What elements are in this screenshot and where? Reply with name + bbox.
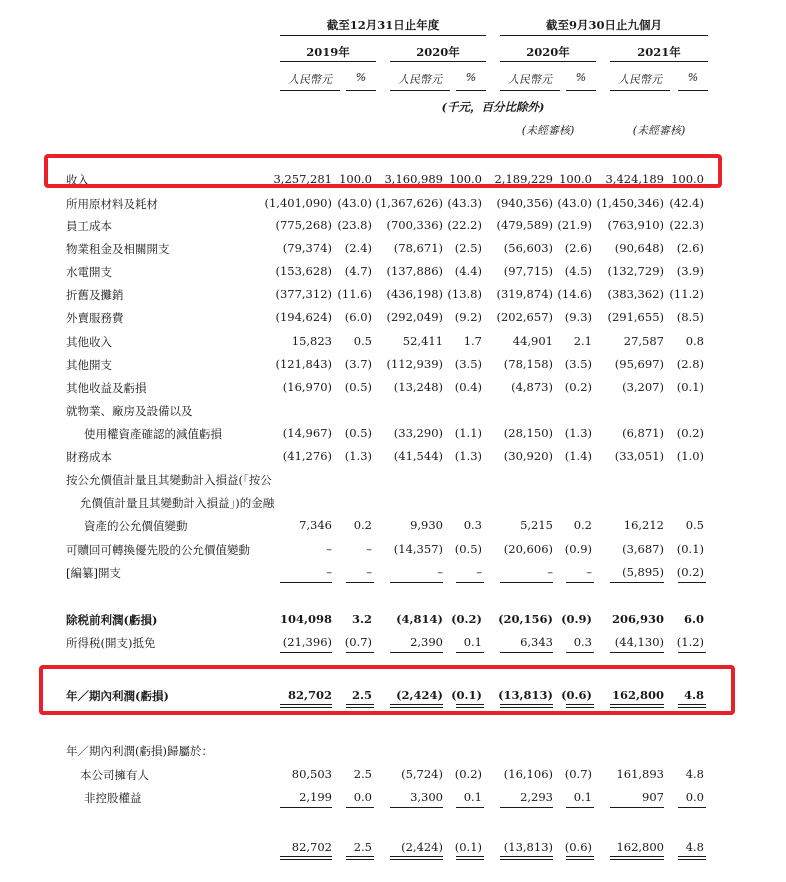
amount-cell: 2,390 [410, 635, 443, 649]
amount-cell: (20,606) [503, 542, 553, 556]
total-double-rule [500, 856, 553, 860]
percent-cell: (11.6) [337, 287, 372, 301]
amount-cell: (79,374) [282, 241, 332, 255]
highlight-revenue-row [44, 154, 722, 188]
amount-cell: (763,910) [607, 218, 664, 232]
percent-cell: (43.0) [337, 196, 372, 210]
amount-cell: (33,051) [614, 449, 664, 463]
currency-label-3: 人民幣元 [508, 73, 552, 86]
amount-cell: 161,893 [616, 767, 664, 781]
row-label: 其他開支 [66, 358, 112, 372]
amount-cell: 15,823 [291, 334, 332, 348]
amount-cell: (20,156) [498, 612, 553, 626]
subtotal-rule [346, 652, 374, 653]
percent-cell: (0.4) [454, 380, 482, 394]
amount-cell: (2,424) [396, 688, 443, 702]
highlight-profit-row [39, 665, 735, 715]
percent-cell: (3.7) [344, 357, 372, 371]
amount-cell: (436,198) [386, 287, 443, 301]
row-label: 水電開支 [66, 265, 112, 279]
amount-cell: (292,049) [386, 310, 443, 324]
percent-cell: 1.7 [463, 334, 482, 348]
period-annual-rule [280, 35, 486, 36]
unit-rule-3 [390, 90, 450, 91]
row-label: 所得税(開支)抵免 [66, 636, 156, 650]
percent-cell: 6.0 [683, 612, 704, 626]
percent-cell: (2.5) [454, 241, 482, 255]
row-label: 外賣服務費 [66, 311, 124, 325]
percent-cell: (0.6) [564, 840, 592, 854]
percent-cell: 0.5 [353, 334, 372, 348]
percent-cell: 4.8 [683, 688, 704, 702]
percent-cell: (14.6) [557, 287, 592, 301]
percent-cell: (0.2) [564, 380, 592, 394]
amount-cell: 6,343 [520, 635, 553, 649]
total-double-rule [346, 856, 374, 860]
subtotal-rule [610, 807, 664, 808]
percent-cell: (2.8) [676, 357, 704, 371]
amount-cell: 82,702 [287, 688, 332, 702]
amount-cell: (13,248) [393, 380, 443, 394]
row-label: [編纂]開支 [66, 566, 121, 580]
amount-cell: (2,424) [401, 840, 443, 854]
total-double-rule [390, 856, 443, 860]
subtotal-rule [280, 807, 332, 808]
percent-cell: (1.3) [564, 426, 592, 440]
row-label: 除税前利潤(虧損) [66, 613, 158, 627]
row-label: 收入 [66, 173, 89, 187]
percent-cell: (1.3) [454, 449, 482, 463]
amount-cell: (3,207) [622, 380, 664, 394]
unit-rule-8 [678, 90, 708, 91]
row-label: 使用權資產確認的減值虧損 [84, 427, 222, 441]
amount-cell: (95,697) [614, 357, 664, 371]
amount-cell: (121,843) [275, 357, 332, 371]
period-annual-header: 截至12月31日止年度 [326, 18, 440, 32]
amount-cell: (1,367,626) [375, 196, 443, 210]
percent-cell: 0.2 [573, 518, 592, 532]
total-double-rule [280, 856, 332, 860]
amount-cell: (41,544) [393, 449, 443, 463]
unit-rule-1 [280, 90, 340, 91]
amount-cell: (940,356) [496, 196, 553, 210]
row-label: 物業租金及相關開支 [66, 242, 170, 256]
year-header-2019: 2019年 [306, 45, 350, 59]
amount-cell: (14,967) [282, 426, 332, 440]
amount-cell: 44,901 [512, 334, 553, 348]
subtotal-rule [500, 582, 553, 583]
percent-cell: (0.5) [344, 426, 372, 440]
amount-cell: 16,212 [623, 518, 664, 532]
percent-cell: – [586, 565, 592, 579]
subtotal-rule [500, 807, 553, 808]
unit-note: (千元，百分比除外) [441, 100, 545, 114]
subtotal-rule [678, 807, 706, 808]
table-row [0, 353, 786, 376]
amount-cell: 206,930 [611, 612, 664, 626]
amount-cell: (14,357) [393, 542, 443, 556]
percent-cell: (2.4) [344, 241, 372, 255]
amount-cell: (78,671) [393, 241, 443, 255]
percent-cell: 3.2 [351, 612, 372, 626]
currency-label-1: 人民幣元 [288, 73, 332, 86]
percent-label-2: % [465, 71, 477, 84]
subtotal-rule [346, 807, 374, 808]
row-label: 非控股權益 [84, 791, 142, 805]
amount-cell: 80,503 [291, 767, 332, 781]
row-label: 所用原材料及耗材 [66, 197, 158, 211]
amount-cell: (1,450,346) [596, 196, 664, 210]
subtotal-rule [390, 652, 443, 653]
percent-cell: (6.0) [344, 310, 372, 324]
percent-cell: (0.2) [454, 767, 482, 781]
percent-cell: (0.7) [564, 767, 592, 781]
subtotal-rule [346, 582, 374, 583]
table-row [0, 237, 786, 260]
table-row [0, 214, 786, 237]
percent-cell: (2.6) [564, 241, 592, 255]
percent-cell: (22.2) [447, 218, 482, 232]
year-rule-2 [390, 61, 486, 62]
percent-cell: 0.8 [685, 334, 704, 348]
percent-cell: 100.0 [671, 172, 704, 186]
percent-cell: 0.1 [573, 790, 592, 804]
percent-cell: (4.5) [564, 264, 592, 278]
row-label: 資產的公允價值變動 [84, 519, 188, 533]
percent-cell: (2.6) [676, 241, 704, 255]
amount-cell: (33,290) [393, 426, 443, 440]
percent-cell: 2.1 [573, 334, 592, 348]
amount-cell: 162,800 [616, 840, 664, 854]
percent-cell: (8.5) [676, 310, 704, 324]
amount-cell: – [547, 565, 553, 579]
amount-cell: (28,150) [503, 426, 553, 440]
percent-cell: 0.1 [463, 635, 482, 649]
percent-cell: (23.8) [337, 218, 372, 232]
subtotal-rule [566, 652, 594, 653]
unaudited-label-1: (未經審核) [521, 124, 575, 137]
percent-cell: (0.2) [451, 612, 482, 626]
amount-cell: – [326, 542, 332, 556]
percent-cell: (1.4) [564, 449, 592, 463]
year-rule-3 [500, 61, 596, 62]
percent-cell: 0.3 [573, 635, 592, 649]
currency-label-2: 人民幣元 [398, 73, 442, 86]
table-row [0, 306, 786, 329]
row-label: 其他收入 [66, 335, 112, 349]
row-label: 允價值計量且其變動計入損益」)的金融 [80, 496, 275, 510]
amount-cell: (78,158) [503, 357, 553, 371]
subtotal-rule [456, 582, 484, 583]
percent-cell: (4.4) [454, 264, 482, 278]
subtotal-rule [566, 582, 594, 583]
percent-cell: (11.2) [669, 287, 704, 301]
unit-rule-5 [500, 90, 560, 91]
amount-cell: 3,424,189 [605, 172, 664, 186]
period-nine-month-header: 截至9月30日止九個月 [545, 18, 662, 32]
amount-cell: 2,199 [299, 790, 332, 804]
subtotal-rule [456, 807, 484, 808]
percent-label-3: % [575, 71, 587, 84]
table-row [0, 283, 786, 306]
amount-cell: (5,895) [622, 565, 664, 579]
table-row [0, 538, 786, 561]
percent-cell: 4.8 [685, 767, 704, 781]
amount-cell: 27,587 [623, 334, 664, 348]
percent-cell: 2.5 [351, 688, 372, 702]
table-row [0, 763, 786, 786]
amount-cell: 3,160,989 [384, 172, 443, 186]
table-row [0, 260, 786, 283]
table-row [0, 561, 786, 584]
percent-cell: (3.5) [564, 357, 592, 371]
percent-cell: (1.3) [344, 449, 372, 463]
subtotal-rule [678, 582, 706, 583]
amount-cell: 52,411 [402, 334, 443, 348]
percent-cell: (0.6) [561, 688, 592, 702]
percent-cell: (0.5) [454, 542, 482, 556]
row-label: 按公允價值計量且其變動計入損益(「按公 [66, 473, 272, 487]
percent-cell: 100.0 [559, 172, 592, 186]
subtotal-rule [390, 807, 443, 808]
percent-cell: – [476, 565, 482, 579]
percent-cell: (42.4) [669, 196, 704, 210]
total-double-rule [456, 856, 484, 860]
percent-cell: (43.0) [557, 196, 592, 210]
amount-cell: (56,603) [503, 241, 553, 255]
amount-cell: (30,920) [503, 449, 553, 463]
amount-cell: (16,106) [503, 767, 553, 781]
subtotal-rule [610, 582, 664, 583]
row-label: 年／期內利潤(虧損)歸屬於： [66, 744, 213, 758]
percent-cell: (0.2) [676, 426, 704, 440]
amount-cell: 3,300 [410, 790, 443, 804]
row-label: 就物業、廠房及設備以及 [66, 404, 193, 418]
percent-cell: (1.0) [676, 449, 704, 463]
percent-cell: (1.1) [454, 426, 482, 440]
percent-label-1: % [355, 71, 367, 84]
amount-cell: (291,655) [607, 310, 664, 324]
percent-cell: – [366, 542, 372, 556]
amount-cell: 82,702 [291, 840, 332, 854]
percent-cell: 2.5 [353, 767, 372, 781]
subtotal-rule [280, 652, 332, 653]
amount-cell: (3,687) [622, 542, 664, 556]
table-row [0, 631, 786, 654]
percent-cell: (9.3) [564, 310, 592, 324]
unit-rule-4 [456, 90, 486, 91]
percent-cell: (3.5) [454, 357, 482, 371]
amount-cell: (137,886) [386, 264, 443, 278]
percent-cell: 100.0 [449, 172, 482, 186]
table-row [0, 445, 786, 468]
table-row [0, 376, 786, 399]
table-row [0, 514, 786, 537]
percent-cell: (43.3) [447, 196, 482, 210]
percent-cell: (0.5) [344, 380, 372, 394]
percent-cell: (0.9) [561, 612, 592, 626]
amount-cell: (5,724) [401, 767, 443, 781]
year-header-2021: 2021年 [637, 45, 681, 59]
amount-cell: 2,293 [520, 790, 553, 804]
amount-cell: (4,873) [511, 380, 553, 394]
table-row [0, 491, 786, 514]
percent-cell: (21.9) [557, 218, 592, 232]
percent-cell: 0.5 [685, 518, 704, 532]
subtotal-rule [390, 582, 443, 583]
amount-cell: – [326, 565, 332, 579]
unit-rule-6 [566, 90, 596, 91]
percent-cell: 0.0 [353, 790, 372, 804]
amount-cell: (4,814) [396, 612, 443, 626]
subtotal-rule [280, 582, 332, 583]
amount-cell: (775,268) [275, 218, 332, 232]
year-header-2020a: 2020年 [416, 45, 460, 59]
percent-cell: – [366, 565, 372, 579]
amount-cell: 9,930 [410, 518, 443, 532]
percent-cell: 100.0 [339, 172, 372, 186]
row-label: 折舊及攤銷 [66, 288, 124, 302]
total-double-rule [566, 856, 594, 860]
unit-rule-7 [610, 90, 670, 91]
year-rule-1 [280, 61, 376, 62]
amount-cell: 907 [642, 790, 664, 804]
table-row [0, 608, 786, 631]
table-row [0, 786, 786, 809]
amount-cell: (319,874) [496, 287, 553, 301]
percent-cell: 0.0 [685, 790, 704, 804]
amount-cell: 7,346 [299, 518, 332, 532]
amount-cell: 2,189,229 [494, 172, 553, 186]
amount-cell: (41,276) [282, 449, 332, 463]
total-double-rule [610, 856, 664, 860]
percent-cell: (9.2) [454, 310, 482, 324]
percent-cell: (22.3) [669, 218, 704, 232]
period-nine-month-rule [500, 35, 708, 36]
year-rule-4 [610, 61, 708, 62]
percent-cell: (4.7) [344, 264, 372, 278]
unaudited-label-2: (未經審核) [632, 124, 686, 137]
amount-cell: (700,336) [386, 218, 443, 232]
amount-cell: (21,396) [282, 635, 332, 649]
amount-cell: (479,589) [496, 218, 553, 232]
currency-label-4: 人民幣元 [618, 73, 662, 86]
amount-cell: (16,970) [282, 380, 332, 394]
row-label: 員工成本 [66, 219, 112, 233]
percent-cell: (0.1) [454, 840, 482, 854]
table-row [0, 399, 786, 422]
table-row [0, 192, 786, 215]
amount-cell: (153,628) [275, 264, 332, 278]
amount-cell: (44,130) [614, 635, 664, 649]
amount-cell: (1,401,090) [264, 196, 332, 210]
table-row [0, 468, 786, 491]
percent-cell: 0.2 [353, 518, 372, 532]
subtotal-rule [456, 652, 484, 653]
percent-cell: (0.1) [676, 380, 704, 394]
percent-cell: (3.9) [676, 264, 704, 278]
amount-cell: (97,715) [503, 264, 553, 278]
subtotal-rule [610, 652, 664, 653]
percent-label-4: % [687, 71, 699, 84]
subtotal-rule [500, 652, 553, 653]
percent-cell: 0.3 [463, 518, 482, 532]
percent-cell: (1.2) [676, 635, 704, 649]
amount-cell: (202,657) [496, 310, 553, 324]
amount-cell: (13,813) [498, 688, 553, 702]
percent-cell: (0.1) [451, 688, 482, 702]
amount-cell: 162,800 [611, 688, 664, 702]
total-double-rule [678, 856, 706, 860]
amount-cell: (6,871) [622, 426, 664, 440]
amount-cell: – [437, 565, 443, 579]
amount-cell: 3,257,281 [273, 172, 332, 186]
percent-cell: 2.5 [353, 840, 372, 854]
percent-cell: (0.9) [564, 542, 592, 556]
amount-cell: 104,098 [279, 612, 332, 626]
row-label: 財務成本 [66, 450, 112, 464]
row-label: 年／期內利潤(虧損) [66, 689, 169, 703]
amount-cell: (112,939) [386, 357, 443, 371]
table-row [0, 330, 786, 353]
percent-cell: (0.7) [344, 635, 372, 649]
row-label: 本公司擁有人 [80, 768, 149, 782]
amount-cell: (13,813) [503, 840, 553, 854]
row-label: 其他收益及虧損 [66, 381, 147, 395]
amount-cell: (194,624) [275, 310, 332, 324]
subtotal-rule [678, 652, 706, 653]
table-row [0, 739, 786, 762]
amount-cell: (90,648) [614, 241, 664, 255]
amount-cell: (132,729) [607, 264, 664, 278]
unit-rule-2 [346, 90, 376, 91]
subtotal-rule [566, 807, 594, 808]
percent-cell: 4.8 [685, 840, 704, 854]
percent-cell: (0.1) [676, 542, 704, 556]
percent-cell: (13.8) [447, 287, 482, 301]
percent-cell: (0.2) [676, 565, 704, 579]
year-header-2020b: 2020年 [526, 45, 570, 59]
amount-cell: (377,312) [275, 287, 332, 301]
amount-cell: (383,362) [607, 287, 664, 301]
percent-cell: 0.1 [463, 790, 482, 804]
amount-cell: 5,215 [520, 518, 553, 532]
table-row [0, 422, 786, 445]
row-label: 可贖回可轉換優先股的公允價值變動 [66, 543, 250, 557]
